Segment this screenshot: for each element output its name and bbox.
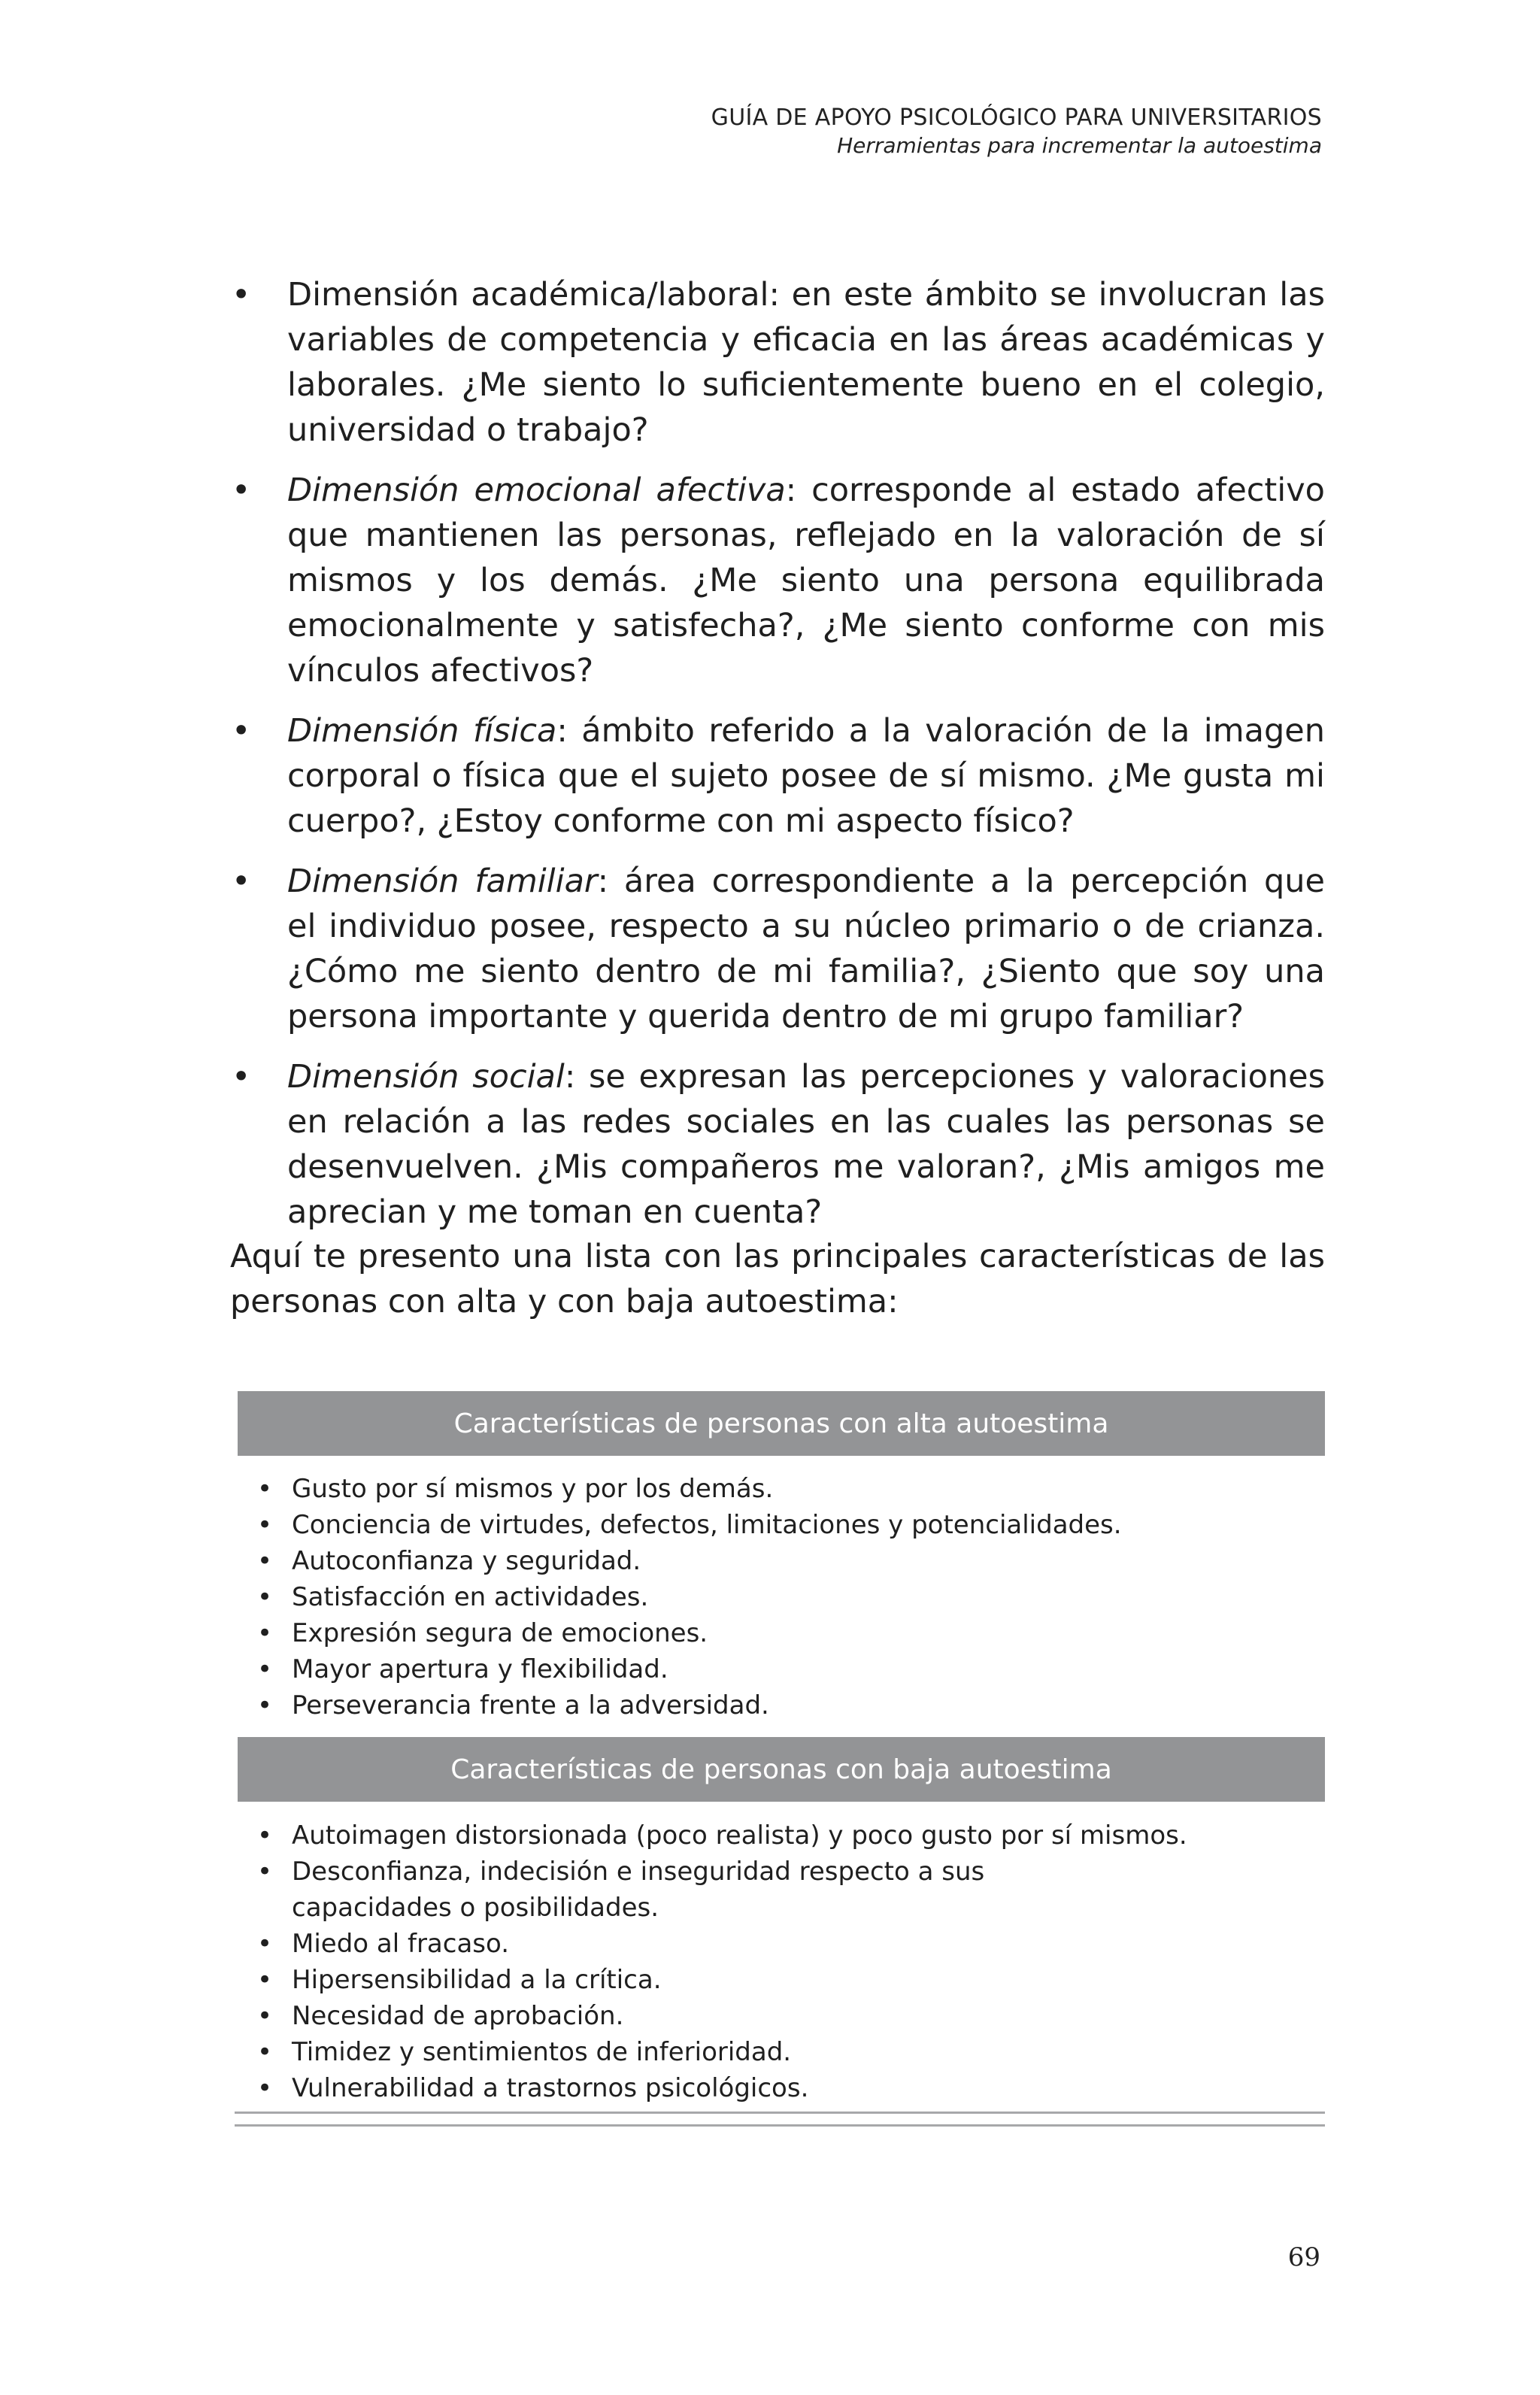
page-number: 69 — [1287, 2242, 1320, 2272]
trait-item — [253, 1543, 1320, 1579]
bullet-marker: • — [257, 2073, 273, 2103]
bullet-marker: • — [232, 863, 251, 900]
dimension-item — [223, 468, 1325, 693]
trait-text: Expresión segura de emociones. — [292, 1618, 708, 1648]
book-title: GUÍA DE APOYO PSICOLÓGICO PARA UNIVERSITARIOS — [711, 105, 1322, 131]
trait-item — [253, 1615, 1320, 1651]
trait-text: Mayor apertura y flexibilidad. — [292, 1654, 668, 1684]
dimension-text: : se expresan las percepciones y valoraciones en relación a las redes sociales en las cuales las personas se desenvuelven. ¿Mis compañeros me valoran?, ¿Mis amigos me aprecian y me toman en cuenta? — [287, 1058, 1325, 1231]
trait-item — [253, 1471, 1320, 1507]
bullet-marker: • — [257, 1821, 273, 1851]
trait-text: Miedo al fracaso. — [292, 1929, 510, 1959]
bullet-marker: • — [257, 1510, 273, 1540]
trait-item — [253, 1854, 1320, 1926]
low-self-esteem-list — [253, 1817, 1320, 2106]
dimension-term: Dimensión emocional afectiva — [287, 471, 786, 509]
trait-text: Autoimagen distorsionada (poco realista) y poco gusto por sí mismos. — [292, 1821, 1187, 1851]
high-self-esteem-header: Características de personas con alta autoestima — [238, 1391, 1325, 1456]
trait-text: Gusto por sí mismos y por los demás. — [292, 1474, 774, 1504]
bullet-marker: • — [257, 1582, 273, 1612]
bullet-marker: • — [257, 1690, 273, 1720]
trait-item — [253, 1817, 1320, 1854]
trait-text: Satisfacción en actividades. — [292, 1582, 649, 1612]
chapter-subtitle: Herramientas para incrementar la autoestima — [837, 133, 1322, 158]
dimension-term: Dimensión física — [287, 712, 557, 750]
bullet-marker: • — [232, 712, 251, 750]
trait-text: Autoconfianza y seguridad. — [292, 1546, 641, 1576]
trait-item — [253, 1962, 1320, 1998]
dimension-item — [223, 859, 1325, 1039]
trait-item — [253, 2070, 1320, 2106]
trait-text: Perseverancia frente a la adversidad. — [292, 1690, 769, 1720]
trait-text: Conciencia de virtudes, defectos, limitaciones y potencialidades. — [292, 1510, 1122, 1540]
low-self-esteem-header: Características de personas con baja autoestima — [238, 1737, 1325, 1802]
trait-item — [253, 1998, 1320, 2034]
trait-text: Timidez y sentimientos de inferioridad. — [292, 2037, 792, 2067]
dimension-item — [223, 1054, 1325, 1235]
dimension-text: : corresponde al estado afectivo que mantienen las personas, reflejado en la valoración de sí mismos y los demás. ¿Me siento una persona equilibrada emocionalmente y satisfecha?, ¿Me siento conforme con mis vínculos afectivos? — [287, 471, 1325, 690]
bullet-marker: • — [257, 1965, 273, 1995]
bullet-marker: • — [257, 1929, 273, 1959]
bullet-marker: • — [257, 1857, 273, 1887]
bullet-marker: • — [257, 2001, 273, 2031]
dimension-item — [223, 272, 1325, 453]
dimension-term: Dimensión social — [287, 1058, 565, 1096]
trait-text: Hipersensibilidad a la crítica. — [292, 1965, 662, 1995]
dimensions-list — [223, 272, 1325, 1250]
trait-text: Desconfianza, indecisión e inseguridad respecto a sus capacidades o posibilidades. — [292, 1857, 985, 1923]
bullet-marker: • — [232, 276, 251, 314]
dimension-text: : área correspondiente a la percepción que el individuo posee, respecto a su núcleo primario o de crianza. ¿Cómo me siento dentro de mi familia?, ¿Siento que soy una persona importante y querida dentro de mi grupo familiar? — [287, 863, 1325, 1035]
trait-item — [253, 2034, 1320, 2070]
dimension-text: Dimensión académica/laboral: en este ámbito se involucran las variables de competencia y eficacia en las áreas académicas y laborales. ¿Me siento lo suficientemente bueno en el colegio, universidad o trabajo? — [287, 276, 1325, 449]
intro-paragraph: Aquí te presento una lista con las principales características de las personas con alta y con baja autoestima: — [230, 1238, 1325, 1320]
table-bottom-rule-second — [235, 2124, 1325, 2127]
bullet-marker: • — [257, 1474, 273, 1504]
dimension-term: Dimensión familiar — [287, 863, 598, 900]
bullet-marker: • — [257, 1546, 273, 1576]
trait-item — [253, 1579, 1320, 1615]
bullet-marker: • — [232, 471, 251, 509]
trait-item — [253, 1926, 1320, 1962]
dimension-item — [223, 708, 1325, 844]
bullet-marker: • — [257, 2037, 273, 2067]
high-self-esteem-list — [253, 1471, 1320, 1723]
dimension-text: : ámbito referido a la valoración de la imagen corporal o física que el sujeto posee de sí mismo. ¿Me gusta mi cuerpo?, ¿Estoy conforme con mi aspecto físico? — [287, 712, 1325, 840]
trait-item — [253, 1651, 1320, 1687]
bullet-marker: • — [257, 1654, 273, 1684]
trait-item — [253, 1507, 1320, 1543]
trait-text: Necesidad de aprobación. — [292, 2001, 624, 2031]
trait-item — [253, 1687, 1320, 1723]
trait-text: Vulnerabilidad a trastornos psicológicos. — [292, 2073, 809, 2103]
table-bottom-rule — [235, 2112, 1325, 2114]
bullet-marker: • — [232, 1058, 251, 1096]
running-header — [711, 104, 1322, 159]
bullet-marker: • — [257, 1618, 273, 1648]
